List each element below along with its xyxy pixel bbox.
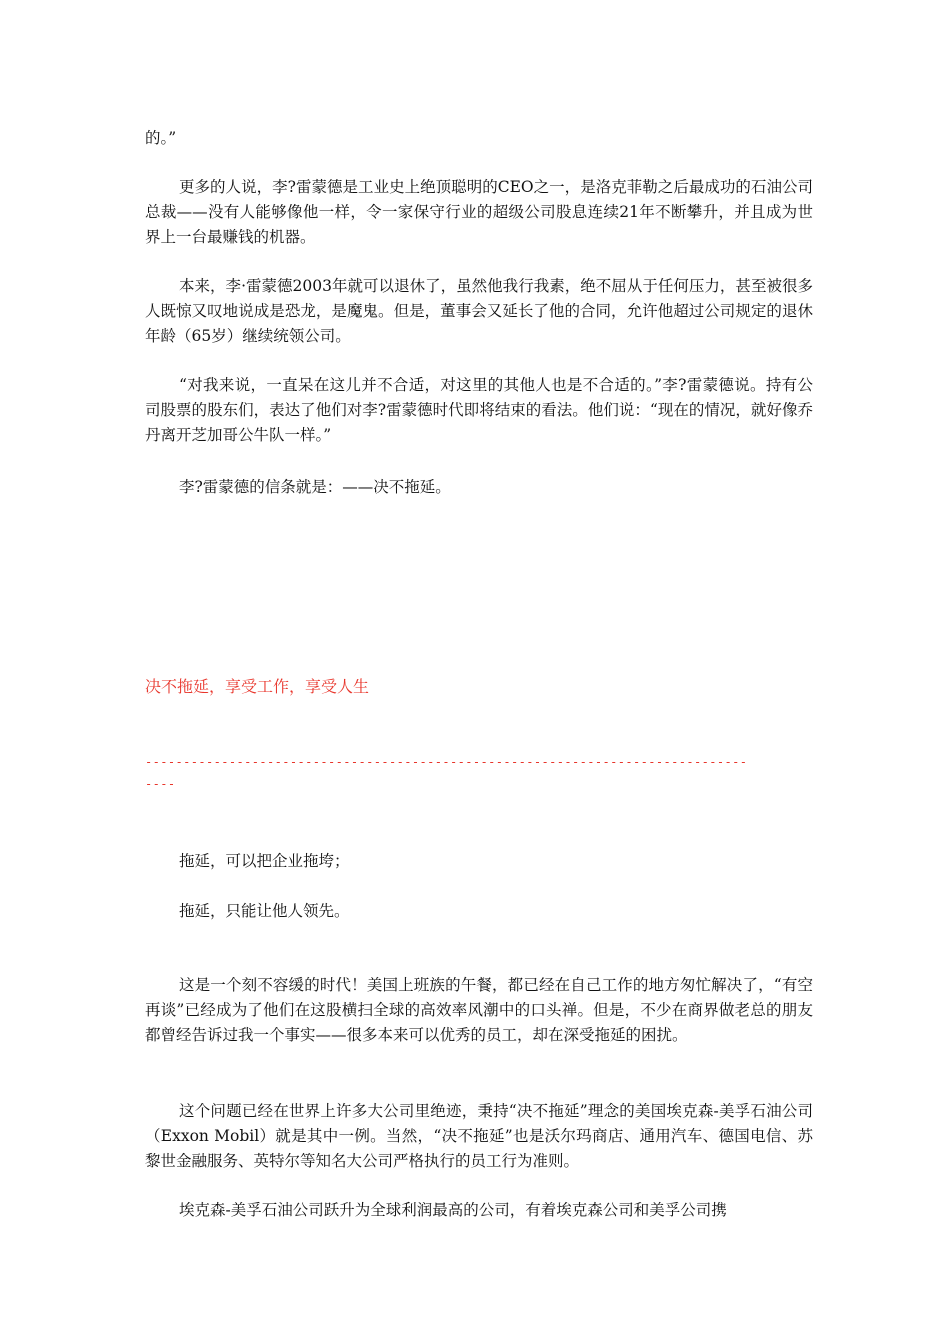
paragraph-delay-1: 拖延，可以把企业拖垮； [179, 852, 350, 870]
paragraph-retirement: 本来，李·雷蒙德2003年就可以退休了，虽然他我行我素，绝不屈从于任何压力，甚至被很多人既惊又叹地说成是恐龙，是魔鬼。但是，董事会又延长了他的合同，允许他超过公司规定的退休年龄（65岁）继续统领公司。 [145, 277, 813, 345]
paragraph-era: 这是一个刻不容缓的时代！美国上班族的午餐，都已经在自己工作的地方匆忙解决了，“有空再谈”已经成为了他们在这股横扫全球的高效率风潮中的口头禅。但是，不少在商界做老总的朋友都曾经告诉过我一个事实——很多本来可以优秀的员工，却在深受拖延的困扰。 [145, 976, 813, 1044]
divider-line-1: ------------------------------------------------------------------------------- [145, 755, 748, 769]
paragraph-creed: 李?雷蒙德的信条就是：——决不拖延。 [179, 478, 451, 496]
section-heading: 决不拖延，享受工作，享受人生 [145, 677, 370, 696]
paragraph-raymond-ceo: 更多的人说，李?雷蒙德是工业史上绝顶聪明的CEO之一，是洛克菲勒之后最成功的石油公司总裁——没有人能够像他一样，令一家保守行业的超级公司股息连续21年不断攀升，并且成为世界上一台最赚钱的机器。 [145, 178, 813, 246]
paragraph-delay-2: 拖延，只能让他人领先。 [179, 902, 350, 920]
paragraph-quote: “对我来说，一直呆在这儿并不合适，对这里的其他人也是不合适的。”李?雷蒙德说。持有公司股票的股东们，表达了他们对李?雷蒙德时代即将结束的看法。他们说：“现在的情况，就好像乔丹离开芝加哥公牛队一样。” [145, 376, 813, 444]
divider-line-2: ---- [145, 777, 176, 791]
paragraph-fragment: 的。” [145, 129, 177, 147]
paragraph-exxon: 这个问题已经在世界上许多大公司里绝迹，秉持“决不拖延”理念的美国埃克森-美孚石油公司（Exxon Mobil）就是其中一例。当然，“决不拖延”也是沃尔玛商店、通用汽车、德国电信、苏黎世金融服务、英特尔等知名大公司严格执行的员工行为准则。 [145, 1102, 813, 1170]
paragraph-profit: 埃克森-美孚石油公司跃升为全球利润最高的公司，有着埃克森公司和美孚公司携 [179, 1201, 727, 1219]
